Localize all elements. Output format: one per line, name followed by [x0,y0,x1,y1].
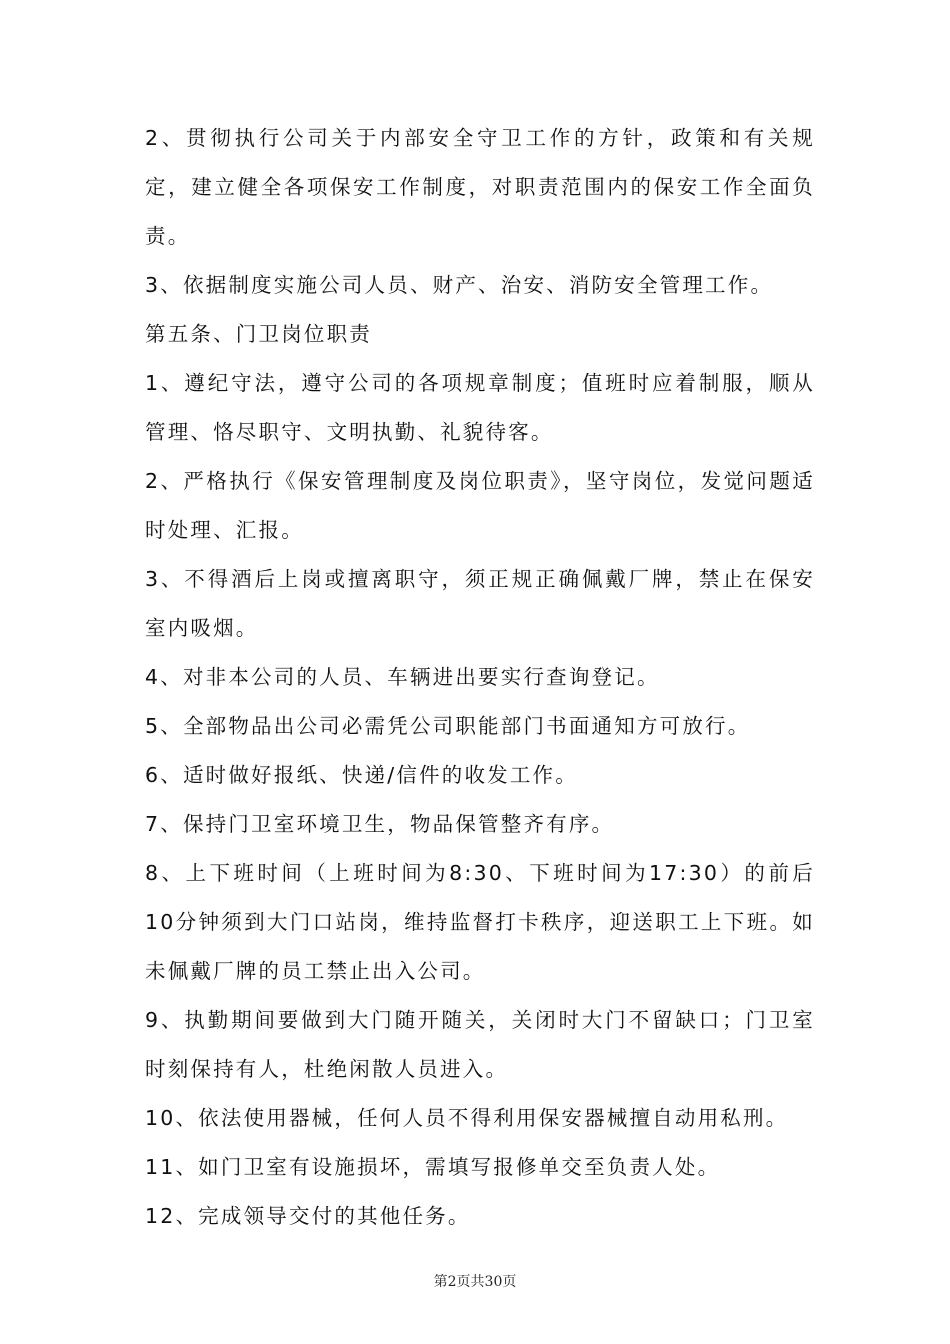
paragraph: 2、严格执行《保安管理制度及岗位职责》，坚守岗位，发觉问题适时处理、汇报。 [145,469,815,542]
paragraph: 1、遵纪守法，遵守公司的各项规章制度；值班时应着制服，顺从管理、恪尽职守、文明执勤、礼貌待客。 [145,371,815,444]
section-heading: 第五条、门卫岗位职责 [145,322,372,346]
paragraph: 5、全部物品出公司必需凭公司职能部门书面通知方可放行。 [145,714,751,738]
paragraph: 8、上下班时间（上班时间为8:30、下班时间为17:30）的前后10分钟须到大门口站岗，维持监督打卡秩序，迎送职工上下班。如未佩戴厂牌的员工禁止出入公司。 [145,861,815,983]
paragraph: 2、贯彻执行公司关于内部安全守卫工作的方针，政策和有关规定，建立健全各项保安工作制度，对职责范围内的保安工作全面负责。 [145,126,815,248]
paragraph: 4、对非本公司的人员、车辆进出要实行查询登记。 [145,665,660,689]
paragraph: 7、保持门卫室环境卫生，物品保管整齐有序。 [145,812,615,836]
paragraph: 12、完成领导交付的其他任务。 [145,1204,471,1228]
paragraph: 9、执勤期间要做到大门随开随关，关闭时大门不留缺口；门卫室时刻保持有人，杜绝闲散人员进入。 [145,1008,815,1081]
paragraph: 3、不得酒后上岗或擅离职守，须正规正确佩戴厂牌，禁止在保安室内吸烟。 [145,567,815,640]
paragraph: 11、如门卫室有设施损坏，需填写报修单交至负责人处。 [145,1155,721,1179]
paragraph: 10、依法使用器械，任何人员不得利用保安器械擅自动用私刑。 [145,1106,789,1130]
document-body [145,114,815,1241]
page-number-footer: 第2页共30页 [433,1274,517,1290]
paragraph: 6、适时做好报纸、快递/信件的收发工作。 [145,763,578,787]
paragraph: 3、依据制度实施公司人员、财产、治安、消防安全管理工作。 [145,273,774,297]
